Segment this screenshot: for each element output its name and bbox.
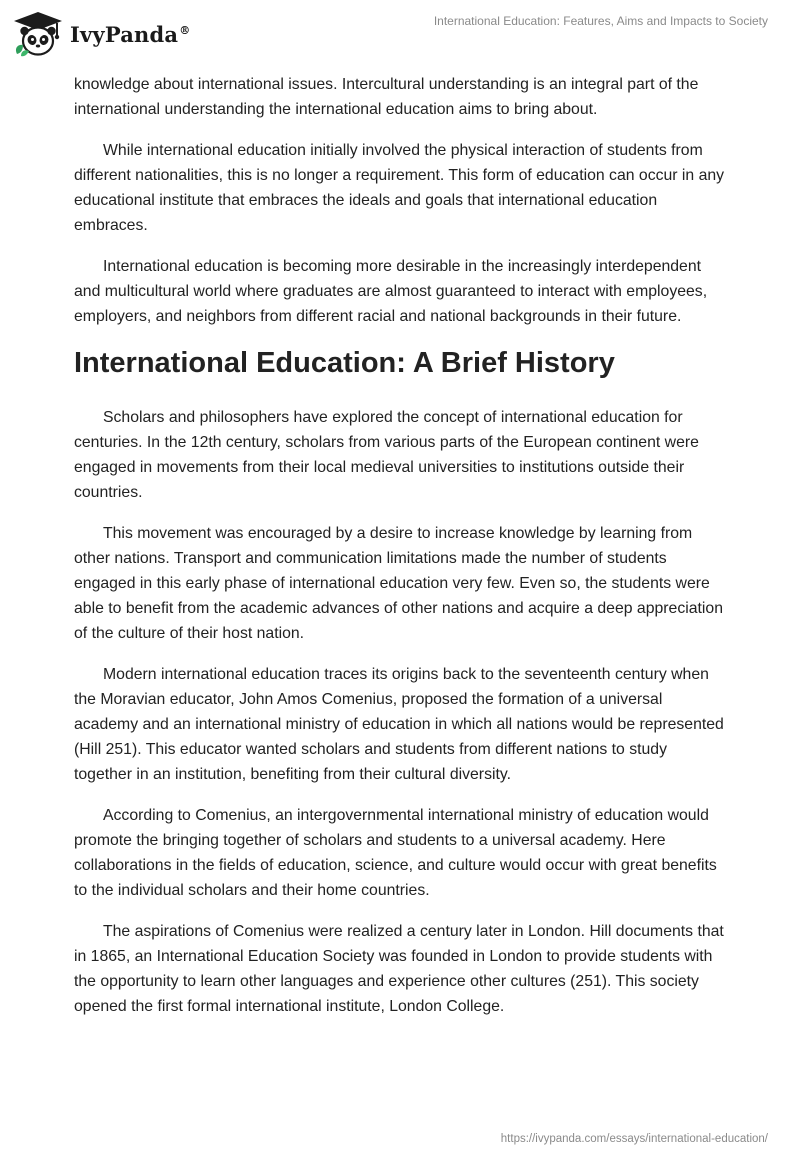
- paragraph: According to Comenius, an intergovernmental international ministry of education would promote the bringing together of scholars and students to a universal academy. Here collaborations in the fields of education, science, and culture would occur with great benefits to the individual scholars and their home countries.: [74, 807, 717, 899]
- article-body: [74, 72, 728, 1035]
- section-heading: International Education: A Brief History: [74, 347, 615, 379]
- paragraph: knowledge about international issues. Intercultural understanding is an integral part of the international understanding the international education aims to bring about.: [74, 76, 699, 118]
- paragraph: The aspirations of Comenius were realized a century later in London. Hill documents that in 1865, an International Education Society was founded in London to provide students with the opportunity to learn other languages and experience other cultures (251). This society opened the first formal international institute, London College.: [74, 923, 724, 1015]
- source-url[interactable]: https://ivypanda.com/essays/international-education/: [500, 1133, 768, 1145]
- paragraph: International education is becoming more desirable in the increasingly interdependent and multicultural world where graduates are almost guaranteed to interact with employees, employers, and neighbors from different racial and national backgrounds in their future.: [74, 258, 708, 325]
- page-title: International Education: Features, Aims and Impacts to Society: [433, 14, 768, 28]
- paragraph: Modern international education traces its origins back to the seventeenth century when the Moravian educator, John Amos Comenius, proposed the formation of a universal academy and an international ministry of education in which all nations would be represented (Hill 251). This educator wanted scholars and students from different nations to study together in an institution, benefiting from their cultural diversity.: [74, 666, 724, 783]
- panda-graduation-cap-icon: [12, 10, 64, 58]
- registered-mark: ®: [179, 23, 191, 37]
- paragraph: Scholars and philosophers have explored the concept of international education for centuries. In the 12th century, scholars from various parts of the European continent were engaged in movements from their local medieval universities to institutions outside their countries.: [74, 409, 699, 501]
- paragraph: This movement was encouraged by a desire to increase knowledge by learning from other nations. Transport and communication limitations made the number of students engaged in this early phase of international education very few. Even so, the students were able to benefit from the academic advances of other nations and acquire a deep appreciation of the culture of their host nation.: [74, 525, 723, 642]
- logo-text: IvyPanda®: [70, 21, 191, 47]
- site-logo[interactable]: [12, 10, 190, 58]
- page-header: [0, 0, 800, 60]
- paragraph: While international education initially involved the physical interaction of students from different nationalities, this is no longer a requirement. This form of education can occur in any educational institute that embraces the ideals and goals that international education embraces.: [74, 142, 725, 234]
